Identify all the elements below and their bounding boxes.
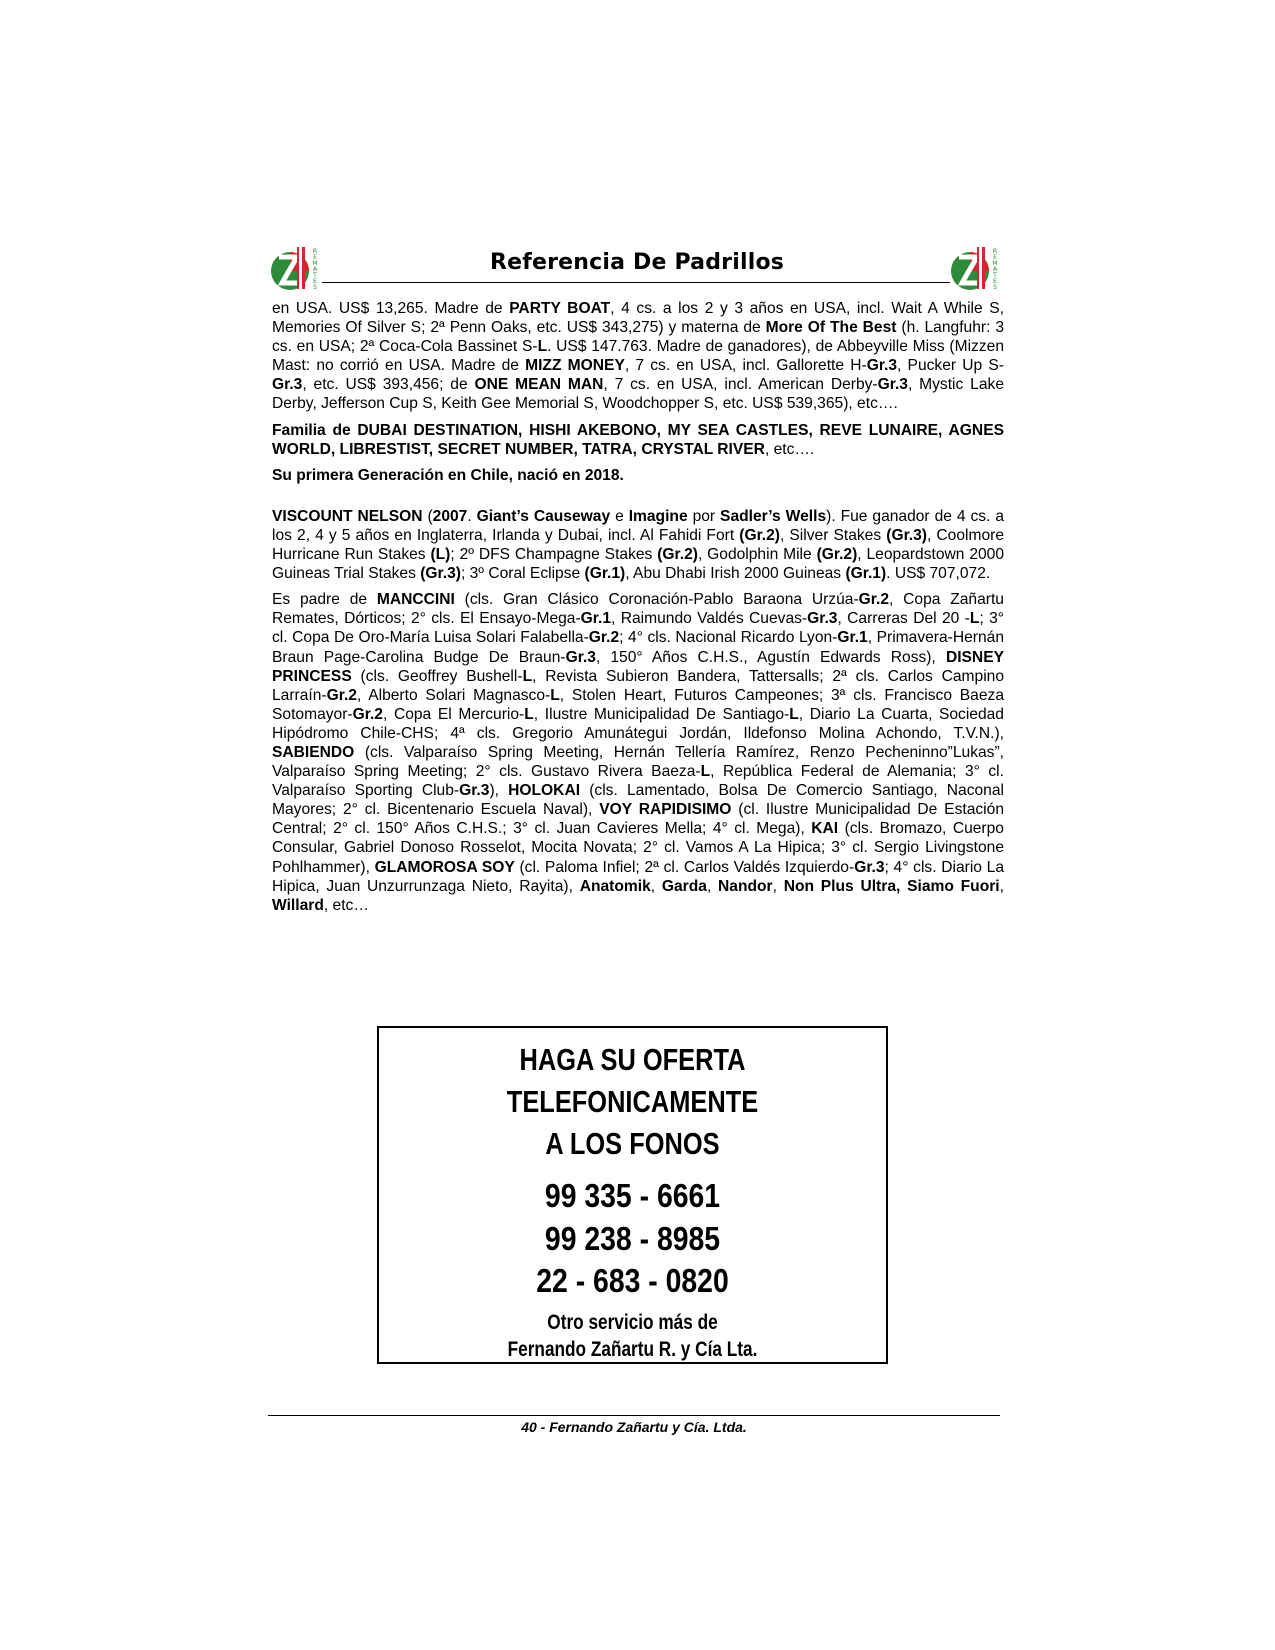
text-run: , 7 cs. en USA, incl. Gallorette H- xyxy=(624,357,867,375)
footer-divider xyxy=(268,1415,1000,1416)
text-run: Es padre de xyxy=(272,591,377,609)
bold-text: L xyxy=(522,667,533,685)
text-run: , xyxy=(650,877,662,895)
text-run: , Leopardstown 2000 Guineas Trial Stakes xyxy=(272,546,1005,583)
bold-text: Gr.3 xyxy=(877,376,908,394)
text-run: ). Fue ganador de 4 cs. a los 2, 4 y 5 años en Inglaterra, Irlanda y Dubai, incl. Al Fahidi Fort xyxy=(272,507,1005,544)
zj-remates-logo-left xyxy=(270,245,322,293)
text-run: ; 2º DFS Champagne Stakes xyxy=(450,546,658,564)
text-run: , Abu Dhabi Irish 2000 Guineas xyxy=(625,565,846,583)
bold-text: SABIENDO xyxy=(272,743,355,761)
offer-line-3: A LOS FONOS xyxy=(545,1126,720,1161)
svg-text:A: A xyxy=(312,266,318,273)
page-title: Referencia De Padrillos xyxy=(489,250,785,275)
text-run: , Carreras Del 20 - xyxy=(837,610,970,628)
first-generation-paragraph xyxy=(272,466,1004,485)
intro-paragraph xyxy=(272,299,1004,414)
text-run: (cl. Ilustre Municipalidad De Estación Central; 2° cl. 150° Años C.H.S.; 3° cl. Juan Cavieres Mella; 4° cl. Mega), xyxy=(272,801,1004,838)
text-run: ; 3° cl. Copa De Oro-María Luisa Solari Falabella- xyxy=(272,610,1005,647)
bold-text: Imagine xyxy=(628,507,688,525)
bold-text: VISCOUNT NELSON xyxy=(272,507,423,525)
svg-text:R: R xyxy=(312,248,318,255)
svg-text:T: T xyxy=(313,272,317,279)
text-run: en USA. US$ 13,265. Madre de xyxy=(272,300,510,317)
svg-text:M: M xyxy=(312,260,318,267)
text-run: ; 3º Coral Eclipse xyxy=(460,565,585,583)
svg-text:S: S xyxy=(993,284,997,291)
bold-text: Gr.3 xyxy=(565,648,596,666)
bold-text: L xyxy=(700,763,711,781)
bold-text: (Gr.1) xyxy=(845,565,887,583)
text-run: , Primavera-Hernán Braun Page-Carolina Budge De Braun- xyxy=(272,629,1004,666)
bold-text: Gr.1 xyxy=(837,629,868,647)
offer-line-2: TELEFONICAMENTE xyxy=(506,1084,759,1119)
bold-text: Gr.3 xyxy=(459,782,490,800)
bold-text: DISNEY PRINCESS xyxy=(272,648,1004,685)
bold-text: Gr.2 xyxy=(352,705,383,723)
text-run: , Coolmore Hurricane Run Stakes xyxy=(272,526,1005,564)
text-run: . US$ 147.763. Madre de ganadores), de Abbeyville Miss (Mizzen Mast: no corrió en USA. Madre de xyxy=(272,338,1004,375)
svg-text:E: E xyxy=(313,278,317,285)
text-run: , xyxy=(706,877,719,895)
bold-text: Gr.3 xyxy=(866,357,898,375)
service-line-1: Otro servicio más de xyxy=(547,1310,718,1334)
text-run: , 7 cs. en USA, incl. American Derby- xyxy=(603,376,878,394)
bold-text: (Gr.3) xyxy=(886,526,927,544)
service-credit xyxy=(425,1309,841,1363)
bold-text: (Gr.1) xyxy=(584,565,626,583)
text-run: por xyxy=(687,507,721,525)
bold-text: Gr.3 xyxy=(807,610,838,628)
text-run: , Raimundo Valdés Cuevas- xyxy=(611,610,808,628)
bold-text: ONE MEAN MAN xyxy=(474,376,604,394)
bold-text: Gr.3 xyxy=(272,376,303,394)
text-run: (cls. Gran Clásico Coronación-Pablo Baraona Urzúa- xyxy=(454,591,859,609)
text-run: , Copa Zañartu Remates, Dórticos; 2° cls. El Ensayo-Mega- xyxy=(272,591,1004,628)
bold-text: Gr.2 xyxy=(326,686,357,704)
bold-text: Familia de DUBAI DESTINATION, HISHI AKEBONO, MY SEA CASTLES, REVE LUNAIRE, AGNES WORLD, LIBRESTIST, SECRET NUMBER, TATRA, CRYSTAL RIVER xyxy=(272,421,1004,458)
text-run: , Mystic Lake Derby, Jefferson Cup S, Keith Gee Memorial S, Woodchopper S, etc. US$ 539,365), etc…. xyxy=(272,376,1004,413)
family-paragraph xyxy=(272,421,1004,459)
bold-text: L xyxy=(789,705,799,723)
phone-number-1: 99 335 - 6661 xyxy=(544,1177,721,1214)
bold-text: (Gr.3) xyxy=(420,565,461,583)
text-run: , 4 cs. a los 2 y 3 años en USA, incl. Wait A While S, Memories Of Silver S; 2ª Penn Oaks, etc. US$ 343,275) y materna de xyxy=(272,300,1005,337)
text-run: ; 4° cls. Nacional Ricardo Lyon- xyxy=(619,629,838,647)
text-run: (h. Langfuhr: 3 cs. en USA; 2ª Coca-Cola Bassinet S- xyxy=(272,319,1004,356)
text-run: (cls. Lamentado, Bolsa De Comercio Santiago, Naconal Mayores; 2° cl. Bicentenario Escuela Naval), xyxy=(272,782,1004,819)
bold-text: L xyxy=(537,338,548,356)
offer-heading xyxy=(379,1039,886,1165)
bold-text: L xyxy=(550,686,560,704)
bold-text: VOY RAPIDISIMO xyxy=(599,801,732,819)
offer-line-1: HAGA SU OFERTA xyxy=(519,1042,746,1077)
bold-text: (Gr.2) xyxy=(657,546,698,564)
phone-number-2: 99 238 - 8985 xyxy=(544,1219,721,1257)
text-run: , etc… xyxy=(323,896,369,914)
text-run: , 150° Años C.H.S., Agustín Edwards Ross), xyxy=(595,648,946,666)
text-run: (cls. Geoffrey Bushell- xyxy=(351,667,523,685)
text-run: , etc. US$ 393,456; de xyxy=(302,376,475,394)
phone-number-3: 22 - 683 - 0820 xyxy=(536,1262,729,1299)
bold-text: Willard xyxy=(272,896,324,914)
text-run: , Revista Subieron Bandera, Tattersalls; 2ª cls. Carlos Campino Larraín- xyxy=(272,667,1005,704)
bold-text: (L) xyxy=(430,546,451,564)
text-run: , etc…. xyxy=(764,440,815,458)
viscount-nelson-paragraph xyxy=(272,507,1004,583)
text-run: , xyxy=(772,877,784,895)
phone-offer-box xyxy=(377,1026,888,1364)
text-run: , Pucker Up S- xyxy=(897,357,1005,375)
bold-text: PARTY BOAT xyxy=(509,300,611,317)
text-run: (cls. Valparaíso Spring Meeting, Hernán Tellería Ramírez, Renzo Pecheninno”Lukas”, Valparaíso Spring Meeting; 2° cls. Gustavo Rivera Baeza- xyxy=(272,743,1004,781)
bold-text: (Gr.2) xyxy=(739,526,780,544)
text-run: (cl. Paloma Infiel; 2ª cl. Carlos Valdés Izquierdo- xyxy=(514,858,855,876)
bold-text: Su primera Generación en Chile, nació en 2018. xyxy=(272,466,624,484)
offspring-paragraph xyxy=(272,590,1004,915)
text-run: ( xyxy=(422,507,433,525)
page-footer: 40 - Fernando Zañartu y Cía. Ltda. xyxy=(521,1419,747,1435)
svg-text:E: E xyxy=(313,254,317,261)
article-body xyxy=(272,299,1004,922)
text-run: e xyxy=(610,507,629,525)
bold-text: Gr.2 xyxy=(858,591,889,609)
service-line-2: Fernando Zañartu R. y Cía Lta. xyxy=(507,1337,758,1361)
text-run: , Ilustre Municipalidad De Santiago- xyxy=(533,705,790,723)
svg-text:T: T xyxy=(993,272,997,279)
text-run: ), xyxy=(489,782,509,800)
svg-text:A: A xyxy=(992,266,998,273)
bold-text: (Gr.2) xyxy=(816,546,858,564)
svg-text:M: M xyxy=(992,260,998,267)
bold-text: Anatomik xyxy=(579,877,651,895)
text-run: , Godolphin Mile xyxy=(697,546,817,564)
bold-text: MANCCINI xyxy=(376,591,455,609)
svg-text:E: E xyxy=(993,278,997,285)
svg-text:E: E xyxy=(993,254,997,261)
zj-remates-logo-right xyxy=(950,245,1002,293)
svg-text:S: S xyxy=(313,284,317,291)
bold-text: Non Plus Ultra, Siamo Fuori xyxy=(783,877,1000,895)
bold-text: GLAMOROSA SOY xyxy=(374,858,515,876)
bold-text: KAI xyxy=(811,820,839,838)
text-run: , Alberto Solari Magnasco- xyxy=(356,686,551,704)
text-run: , República Federal de Alemania; 3° cl. Valparaíso Sporting Club- xyxy=(272,763,1004,800)
text-run: , Stolen Heart, Futuros Campeones; 3ª cls. Francisco Baeza Sotomayor- xyxy=(272,686,1005,723)
svg-text:R: R xyxy=(992,248,998,255)
bold-text: L xyxy=(524,705,534,723)
text-run: ; 4° cls. Diario La Hipica, Juan Unzurrunzaga Nieto, Rayita), xyxy=(272,858,1004,895)
text-run: , xyxy=(999,877,1004,895)
text-run: . xyxy=(467,507,477,525)
bold-text: L xyxy=(969,610,980,628)
bold-text: Nandor xyxy=(718,877,773,895)
bold-text: MIZZ MONEY xyxy=(525,357,625,375)
bold-text: HOLOKAI xyxy=(508,782,581,800)
bold-text: Gr.3 xyxy=(854,858,885,876)
text-run: , Silver Stakes xyxy=(779,526,887,544)
text-run: , Copa El Mercurio- xyxy=(382,705,525,723)
bold-text: Gr.2 xyxy=(588,629,620,647)
bold-text: Garda xyxy=(661,877,707,895)
bold-text: More Of The Best xyxy=(765,319,897,337)
text-run: . US$ 707,072. xyxy=(886,565,991,583)
bold-text: Sadler’s Wells xyxy=(720,507,827,525)
title-underline xyxy=(322,282,950,283)
phone-list xyxy=(379,1175,886,1303)
bold-text: 2007 xyxy=(432,507,468,525)
text-run: (cls. Bromazo, Cuerpo Consular, Gabriel Donoso Rosselot, Mocita Novata; 2° cl. Vamos A La Hipica; 3° cl. Sergio Livingstone Pohlhammer), xyxy=(272,820,1004,876)
text-run: , Diario La Cuarta, Sociedad Hipódromo Chile-CHS; 4ª cls. Gregorio Amunátegui Jordán, Ildefonso Molina Achondo, T.V.N.), xyxy=(272,705,1004,742)
bold-text: Gr.1 xyxy=(580,610,612,628)
bold-text: Giant’s Causeway xyxy=(476,507,611,525)
